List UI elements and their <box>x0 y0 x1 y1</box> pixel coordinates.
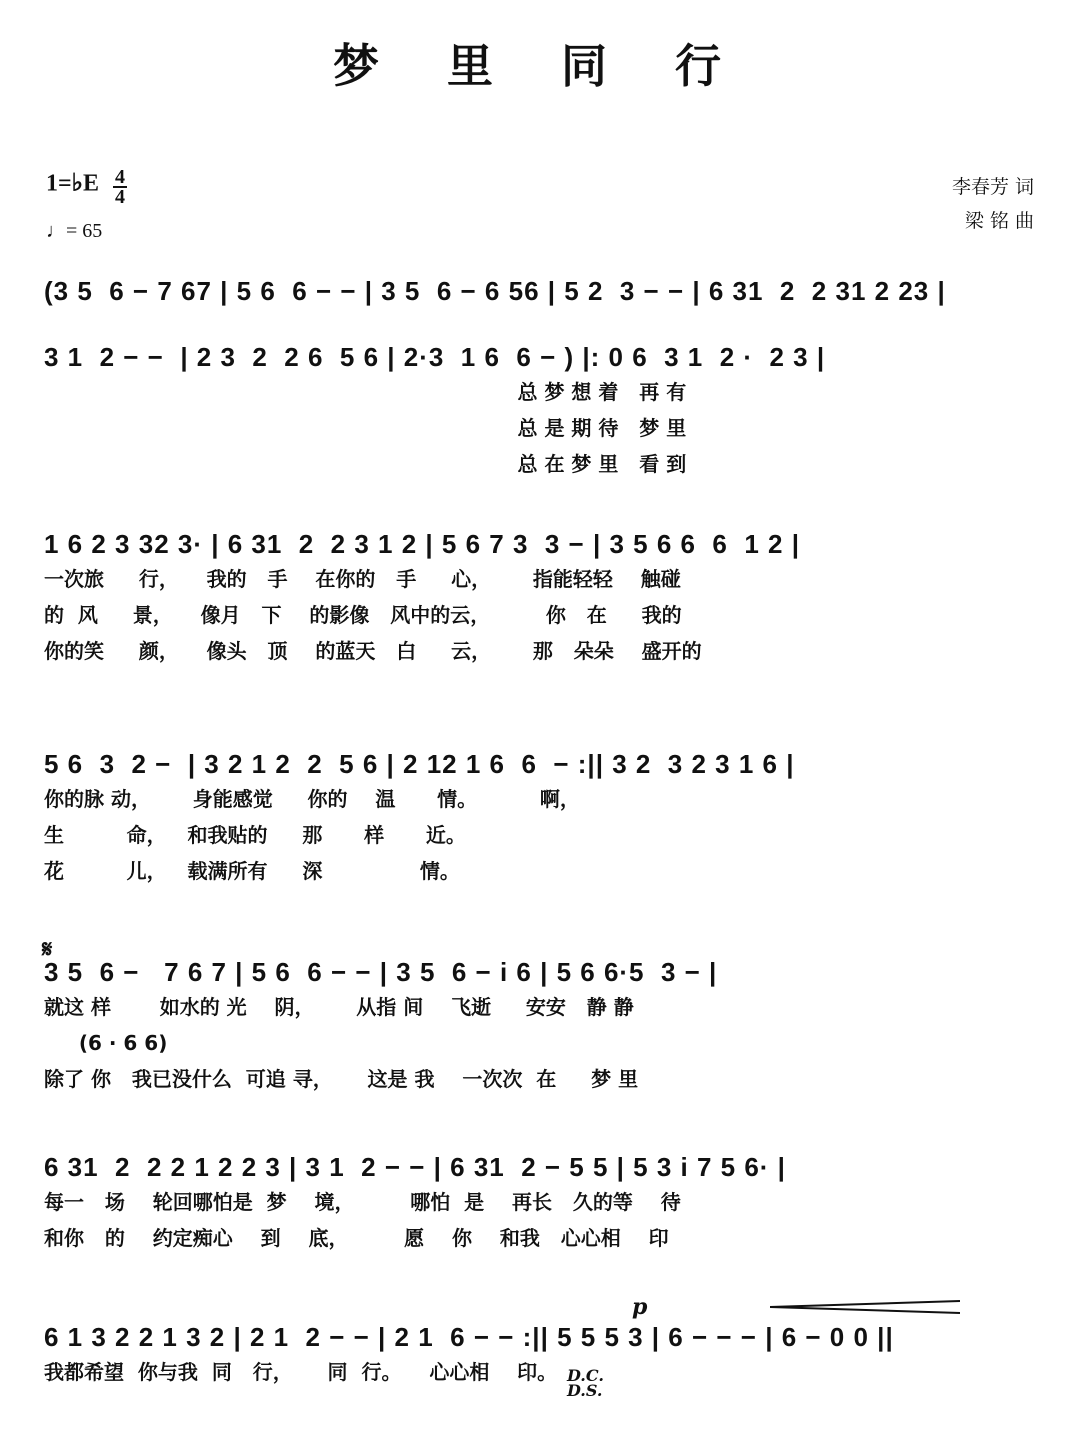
lyric-verse-3: 总 在 梦 里 看 到 <box>44 452 687 476</box>
decrescendo-hairpin <box>770 1300 960 1314</box>
staff-system-5 <box>44 955 1042 1097</box>
lyric-verse-1: 一次旅 行， 我的 手 在你的 手 心， 指能轻轻 触碰 <box>44 567 681 591</box>
staff-system-4 <box>44 747 1042 889</box>
song-title: 梦 里 同 行 <box>332 39 748 93</box>
credits <box>952 170 1034 238</box>
lyric-verse-1: 你的脉 动， 身能感觉 你的 温 情。 啊， <box>44 787 580 811</box>
notation-line: (3 5 6 − 7 67 | 5 6 6 − − | 3 5 6 − 6 56 | 5 2 3 − − | 6 31 2 2 31 2 23 | <box>44 276 946 306</box>
composer: 梁 铭 曲 <box>964 210 1034 232</box>
lyric-verse-2: 的 风 景， 像月 下 的影像 风中的云， 你 在 我的 <box>44 603 682 627</box>
tempo-marking: ♩= 65 <box>46 220 103 242</box>
lyric-verse-3: 你的笑 颜， 像头 顶 的蓝天 白 云， 那 朵朵 盛开的 <box>44 639 702 663</box>
notation-line: 6 1 3 2 2 1 3 2 | 2 1 2 − − | 2 1 6 − − :|| 5 5 5 3 | 6 − − − | 6 − 0 0 || <box>44 1322 894 1352</box>
lyric-verse-1: 我都希望 你与我 同 行， 同 行。 心心相 印。 <box>44 1360 558 1384</box>
notation-line: 6 31 2 2 2 1 2 2 3 | 3 1 2 − − | 6 31 2 − 5 5 | 5 3 i 7 5 6· | <box>44 1152 786 1182</box>
lyric-verse-1: 就这 样 如水的 光 阴， 从指 间 飞逝 安安 静 静 <box>44 995 634 1019</box>
dynamic-piano: p <box>632 1294 648 1320</box>
lyric-verse-1: 总 梦 想 着 再 有 <box>44 380 687 404</box>
staff-system-3 <box>44 527 1042 669</box>
lyric-verse-2: 和你 的 约定痴心 到 底， 愿 你 和我 心心相 印 <box>44 1226 669 1250</box>
notation-line: 3 5 6 − 7 6 7 | 5 6 6 − − | 3 5 6 − i 6 | 5 6 6·5 3 − | <box>44 957 718 987</box>
ds-label: D.S. <box>567 1381 603 1400</box>
staff-system-1 <box>44 274 1042 308</box>
header-info <box>46 168 127 243</box>
notation-line: 5 6 3 2 − | 3 2 1 2 2 5 6 | 2 12 1 6 6 − :|| 3 2 3 2 3 1 6 | <box>44 749 795 779</box>
lyricist: 李春芳 词 <box>951 176 1034 198</box>
time-denominator: 4 <box>115 186 126 208</box>
dc-ds-marking <box>567 1368 604 1398</box>
segno-sign: 𝄋 <box>42 934 53 963</box>
time-signature <box>113 168 127 206</box>
lyric-alt-notes: (6 · 6 6) <box>44 1031 168 1055</box>
key-signature: 1=♭E <box>46 170 100 197</box>
notation-line: 1 6 2 3 32 3· | 6 31 2 2 3 1 2 | 5 6 7 3 3 − | 3 5 6 6 6 1 2 | <box>44 529 800 559</box>
notation-line: 3 1 2 − − | 2 3 2 2 6 5 6 | 2·3 1 6 6 − ) |: 0 6 3 1 2 · 2 3 | <box>44 342 826 372</box>
lyric-verse-3: 花 儿， 载满所有 深 情。 <box>44 859 460 883</box>
lyric-verse-1: 每一 场 轮回哪怕是 梦 境， 哪怕 是 再长 久的等 待 <box>44 1190 681 1214</box>
staff-system-2 <box>44 340 1042 482</box>
staff-system-7 <box>44 1320 1042 1390</box>
dc-label: D.C. <box>567 1366 604 1385</box>
lyric-verse-2: 生 命， 和我贴的 那 样 近。 <box>44 823 466 847</box>
time-numerator: 4 <box>115 166 126 188</box>
staff-system-6 <box>44 1150 1042 1256</box>
lyric-verse-2: 除了 你 我已没什么 可追 寻， 这是 我 一次次 在 梦 里 <box>44 1067 639 1091</box>
lyric-verse-2: 总 是 期 待 梦 里 <box>44 416 687 440</box>
